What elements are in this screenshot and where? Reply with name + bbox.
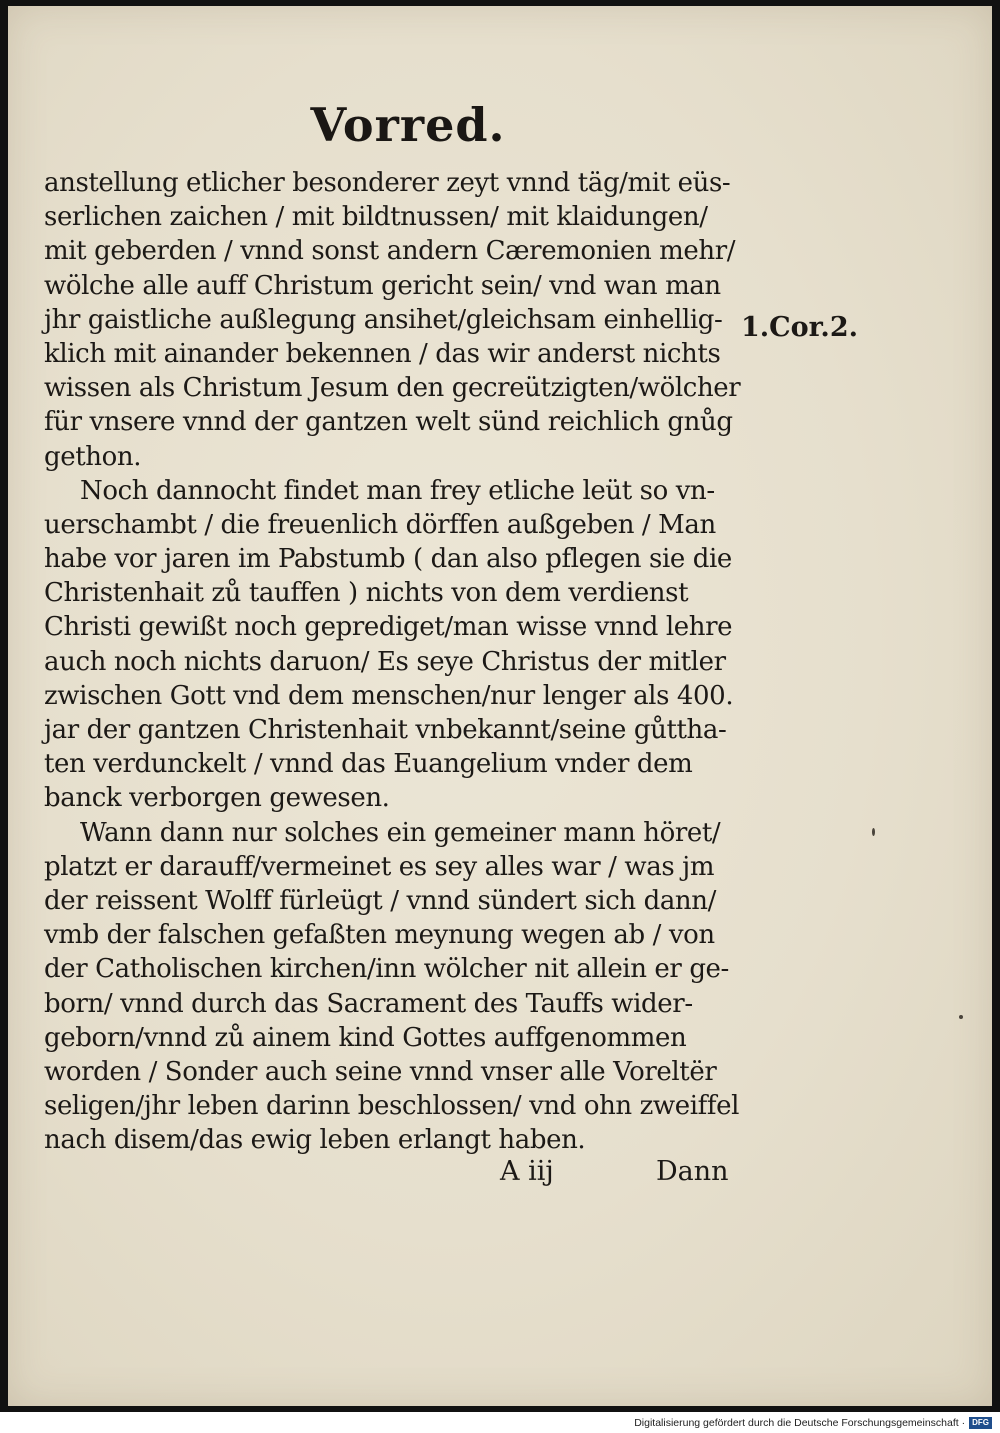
text-line: habe vor jaren im Pabstumb ( dan also pflegen sie die — [44, 544, 732, 575]
text-line: jhr gaistliche außlegung ansihet/gleichsam einhellig- — [44, 304, 723, 335]
marginal-note: 1.Cor.2. — [741, 312, 859, 343]
digitization-footer — [634, 1416, 992, 1430]
text-line: banck verborgen gewesen. — [44, 783, 390, 814]
footer-credit-text: Digitalisierung gefördert durch die Deutsche Forschungsgemeinschaft · — [634, 1417, 966, 1429]
text-line: zwischen Gott vnd dem menschen/nur lenger als 400. — [44, 680, 734, 711]
text-line: serlichen zaichen / mit bildtnussen/ mit klaidungen/ — [44, 202, 708, 233]
text-line: worden / Sonder auch seine vnnd vnser alle Voreltër — [44, 1056, 717, 1087]
text-line: born/ vnnd durch das Sacrament des Tauffs wider- — [44, 988, 693, 1019]
text-line: wissen als Christum Jesum den gecreützigten/wölcher — [44, 373, 741, 404]
text-line: klich mit ainander bekennen / das wir anderst nichts — [44, 338, 721, 369]
text-line: gethon. — [44, 441, 142, 472]
text-line: für vnsere vnnd der gantzen welt sünd reichlich gnůg — [44, 407, 733, 438]
catchword: Dann — [656, 1156, 729, 1187]
text-line: der Catholischen kirchen/inn wölcher nit allein er ge- — [44, 954, 729, 985]
text-line: seligen/jhr leben darinn beschlossen/ vnd ohn zweiffel — [44, 1091, 740, 1122]
text-line: geborn/vnnd zů ainem kind Gottes auffgenommen — [44, 1022, 687, 1053]
text-line: wölche alle auff Christum gericht sein/ vnd wan man — [44, 270, 721, 301]
paper-speck — [872, 828, 875, 836]
text-line: Christi gewißt noch geprediget/man wisse vnnd lehre — [44, 612, 733, 643]
signature-mark: A iij — [500, 1156, 554, 1187]
paper-speck — [959, 1015, 963, 1019]
book-page — [8, 6, 992, 1406]
text-line: auch noch nichts daruon/ Es seye Christus der mitler — [44, 646, 726, 677]
text-line: Wann dann nur solches ein gemeiner mann höret/ — [80, 817, 721, 848]
dfg-logo: DFG — [969, 1417, 992, 1429]
text-line: der reissent Wolff fürleügt / vnnd sündert sich dann/ — [44, 885, 716, 916]
text-line: platzt er darauff/vermeinet es sey alles war / was jm — [44, 851, 715, 882]
text-line: mit geberden / vnnd sonst andern Cæremonien mehr/ — [44, 236, 736, 267]
running-head: Vorred. — [310, 98, 506, 152]
text-line: uerschambt / die freuenlich dörffen außgeben / Man — [44, 509, 716, 540]
text-line: vmb der falschen gefaßten meynung wegen ab / von — [44, 920, 715, 951]
text-line: Noch dannocht findet man frey etliche leüt so vn- — [80, 475, 715, 506]
text-line: Christenhait zů tauffen ) nichts von dem verdienst — [44, 578, 689, 609]
body-text — [44, 166, 744, 1157]
text-line: jar der gantzen Christenhait vnbekannt/seine gůttha- — [44, 715, 727, 745]
text-line: nach disem/das ewig leben erlangt haben. — [44, 1125, 586, 1156]
text-line: ten verdunckelt / vnnd das Euangelium vnder dem — [44, 749, 693, 780]
text-line: anstellung etlicher besonderer zeyt vnnd täg/mit eüs- — [44, 168, 731, 198]
